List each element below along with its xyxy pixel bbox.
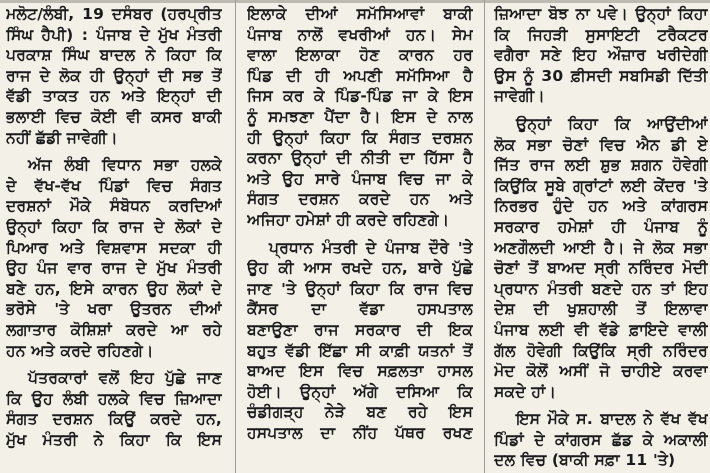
article-line: ਉਹ ਪੰਜ ਵਾਰ ਰਾਜ ਦੇ ਮੁੱਖ ਮੰਤਰੀ xyxy=(6,259,222,278)
article-line: ਦਰਸ਼ਨਾਂ ਮੌਕੇ ਸੰਬੋਧਨ ਕਰਦਿਆਂ xyxy=(6,197,222,216)
article-line: ਪਰਕਾਸ਼ ਸਿੰਘ ਬਾਦਲ ਨੇ ਕਿਹਾ ਕਿ xyxy=(6,46,222,65)
article-line: ਪਿੰਡਾਂ ਦੇ ਕਾਂਗਰਸ ਛੱਡ ਕੇ ਅਕਾਲੀ xyxy=(494,430,708,449)
article-line: ਅਜਿਹਾ ਹਮੇਸ਼ਾਂ ਹੀ ਕਰਦੇ ਰਹਿਣਗੇ। xyxy=(247,210,450,229)
article-line: ਉਸ ਨੂੰ 30 ਫ਼ੀਸਦੀ ਸਬਸਿਡੀ ਦਿੱਤੀ xyxy=(494,66,708,85)
article-line: ਇਲਾਕੇ ਦੀਆਂ ਸਮੱਸਿਆਵਾਂ ਬਾਕੀ xyxy=(247,5,473,23)
article-line: ਸਿੰਘ ਹੈਪੀ) : ਪੰਜਾਬ ਦੇ ਮੁੱਖ ਮੰਤਰੀ xyxy=(6,25,222,44)
article-line: ਹਸਪਤਾਲ ਦਾ ਨੀਂਹ ਪੱਥਰ ਰਖਣ xyxy=(247,423,473,442)
article-line: ਨਿਰਭਰ ਹੁੰਦੇ ਹਨ ਅਤੇ ਕਾਂਗਰਸ xyxy=(494,197,708,216)
article-line: ਦੇ ਵੱਖ-ਵੱਖ ਪਿੰਡਾਂ ਵਿਚ ਸੰਗਤ xyxy=(6,176,222,195)
article-column-1 xyxy=(6,4,222,450)
article-line: ਜਾਵੇਗੀ। xyxy=(494,87,545,106)
article-line: ਕਿ ਉਹ ਲੰਬੀ ਹਲਕੇ ਵਿਚ ਜ਼ਿਆਦਾ xyxy=(6,389,222,408)
article-line: ਗੱਲ ਹੋਵੇਗੀ ਕਿਉਂਕਿ ਸ੍ਰੀ ਨਰਿੰਦਰ xyxy=(494,341,708,360)
column-divider xyxy=(484,0,485,473)
article-line: ਮੁੱਖ ਮੰਤਰੀ ਨੇ ਕਿਹਾ ਕਿ ਇਸ xyxy=(6,430,222,449)
article-line: ਅਣਗੌਲਦੀ ਆਈ ਹੈ। ਜੇ ਲੋਕ ਸਭਾ xyxy=(494,238,708,257)
top-cropped-edge xyxy=(0,0,710,3)
article-line: ਲਗਾਤਾਰ ਕੋਸ਼ਿਸ਼ਾਂ ਕਰਦੇ ਆ ਰਹੇ xyxy=(6,320,222,339)
article-line: ਬਾਅਦ ਇਸ ਵਿਚ ਸਫ਼ਲਤਾ ਹਾਸਲ xyxy=(247,362,473,381)
article-line: ਅੱਜ ਲੰਬੀ ਵਿਧਾਨ ਸਭਾ ਹਲਕੇ xyxy=(28,156,222,175)
article-line: ਪੱਤਰਕਾਰਾਂ ਵਲੋਂ ਇਹ ਪੁੱਛੇ ਜਾਣ xyxy=(28,369,222,388)
article-line: ਉਨ੍ਹਾਂ ਕਿਹਾ ਕਿ ਆਉਂਦੀਆਂ xyxy=(516,114,708,133)
article-line: ਜ਼ਿਆਦਾ ਬੋਝ ਨਾ ਪਵੇ। ਉਨ੍ਹਾਂ ਕਿਹਾ xyxy=(494,5,708,23)
article-line: ਨੂੰ ਸਮਝਣਾ ਪੈਂਦਾ ਹੈ। ਇਸ ਦੇ ਨਾਲ xyxy=(247,107,473,126)
article-line: ਕਿ ਜਿਹੜੀ ਸੁਸਾਇਟੀ ਟਰੈਕਟਰ xyxy=(494,25,708,44)
article-line: ਚੋਣਾਂ ਤੋਂ ਬਾਅਦ ਸ੍ਰੀ ਨਰਿੰਦਰ ਮੋਦੀ xyxy=(494,259,708,278)
article-line: ਰਾਜ ਦੇ ਲੋਕ ਹੀ ਉਨ੍ਹਾਂ ਦੀ ਸਭ ਤੋਂ xyxy=(6,66,222,85)
article-line: ਸਕਦੇ ਹਾਂ। xyxy=(494,382,557,401)
article-line: ਲੋਕ ਸਭਾ ਚੋਣਾਂ ਵਿਚ ਐਨ ਡੀ ਏ xyxy=(494,135,708,154)
article-line: ਮੋਦ ਕੋਲੋਂ ਅਸੀਂ ਜੋ ਚਾਹੀਏ ਕਰਵਾ xyxy=(494,362,708,381)
article-line: ਭਰੋਸੇ 'ਤੇ ਖਰਾ ਉਤਰਨ ਦੀਆਂ xyxy=(6,300,222,319)
article-line: ਸੰਗਤ ਦਰਸ਼ਨ ਕਰਦੇ ਹਨ ਅਤੇ xyxy=(247,190,473,209)
article-line: ਹੀ ਉਨ੍ਹਾਂ ਕਿਹਾ ਕਿ ਸੰਗਤ ਦਰਸ਼ਨ xyxy=(247,128,473,147)
article-line: ਬਹੁਤ ਵੱਡੀ ਇੱਛਾ ਸੀ ਕਾਫ਼ੀ ਯਤਨਾਂ ਤੋਂ xyxy=(247,341,473,360)
article-line: ਵੱਡੀ ਤਾਕਤ ਹਨ ਅਤੇ ਇਨ੍ਹਾਂ ਦੀ xyxy=(6,87,222,106)
article-line: ਵਾਲਾ ਇਲਾਕਾ ਹੋਣ ਕਾਰਨ ਹਰ xyxy=(247,46,473,65)
article-line: ਦਲ ਵਿਚ (ਬਾਕੀ ਸਫ਼ਾ 11 'ਤੇ) xyxy=(494,451,676,470)
article-line: ਕਰਨਾ ਉਨ੍ਹਾਂ ਦੀ ਨੀਤੀ ਦਾ ਹਿੱਸਾ ਹੈ xyxy=(247,149,473,168)
article-line: ਪੰਜਾਬ ਲਈ ਵੀ ਵੱਡੇ ਫ਼ਾਇਦੇ ਵਾਲੀ xyxy=(494,320,708,339)
article-line: ਸੰਗਤ ਦਰਸ਼ਨ ਕਿਉਂ ਕਰਦੇ ਹਨ, xyxy=(6,410,222,429)
article-line: ਭਲਾਈ ਵਿਚ ਕੋਈ ਵੀ ਕਸਰ ਬਾਕੀ xyxy=(6,107,222,126)
article-column-3 xyxy=(494,4,708,471)
article-line: ਪ੍ਰਧਾਨ ਮੰਤਰੀ ਬਣਦੇ ਹਨ ਤਾਂ ਇਹ xyxy=(494,279,708,298)
article-line: ਉਹ ਕੀ ਆਸ ਰਖਦੇ ਹਨ, ਬਾਰੇ ਪੁੱਛੇ xyxy=(247,259,473,278)
article-line: ਚੰਡੀਗੜ੍ਹ ਨੇੜੇ ਬਣ ਰਹੇ ਇਸ xyxy=(247,403,473,422)
article-line: ਮਲੋਟ/ਲੰਬੀ, 19 ਦਸੰਬਰ (ਹਰਪ੍ਰੀਤ xyxy=(6,5,222,23)
article-line: ਵਗੈਰਾ ਸਣੇ ਇਹ ਔਜ਼ਾਰ ਖਰੀਦੇਗੀ xyxy=(494,46,708,65)
article-line: ਅਤੇ ਉਹ ਸਾਰੇ ਪੰਜਾਬ ਵਿਚ ਜਾ ਕੇ xyxy=(247,169,473,188)
article-line: ਪੰਜਾਬ ਨਾਲੋਂ ਵਖਰੀਆਂ ਹਨ। ਸੇਮ xyxy=(247,25,473,44)
article-line: ਜਾਣ 'ਤੇ ਉਨ੍ਹਾਂ ਕਿਹਾ ਕਿ ਰਾਜ ਵਿਚ xyxy=(247,279,473,298)
article-line: ਬਣੇ ਹਨ, ਇਸੇ ਕਾਰਨ ਉਹ ਲੋਕਾਂ ਦੇ xyxy=(6,279,222,298)
article-line: ਪ੍ਰਧਾਨ ਮੰਤਰੀ ਦੇ ਪੰਜਾਬ ਦੌਰੇ 'ਤੇ xyxy=(269,238,473,257)
article-line: ਜਿੱਤ ਰਾਜ ਲਈ ਸ਼ੁਭ ਸ਼ਗਨ ਹੋਵੇਗੀ xyxy=(494,156,708,175)
article-line: ਸਰਕਾਰ ਹਮੇਸ਼ਾਂ ਹੀ ਪੰਜਾਬ ਨੂੰ xyxy=(494,217,708,236)
article-line: ਜਿਸ ਕਰ ਕੇ ਪਿੰਡ-ਪਿੰਡ ਜਾ ਕੇ ਇਸ xyxy=(247,87,473,106)
column-divider xyxy=(235,0,236,473)
article-line: ਕੈਂਸਰ ਦਾ ਵੱਡਾ ਹਸਪਤਾਲ xyxy=(247,300,473,319)
article-line: ਇਸ ਮੌਕੇ ਸ. ਬਾਦਲ ਨੇ ਵੱਖ ਵੱਖ xyxy=(516,410,708,429)
article-line: ਪਿਆਰ ਅਤੇ ਵਿਸ਼ਵਾਸ ਸਦਕਾ ਹੀ xyxy=(6,238,222,257)
article-line: ਹਨ ਅਤੇ ਕਰਦੇ ਰਹਿਣਗੇ। xyxy=(6,341,154,360)
article-line: ਉਨ੍ਹਾਂ ਕਿਹਾ ਕਿ ਰਾਜ ਦੇ ਲੋਕਾਂ ਦੇ xyxy=(6,217,222,236)
article-line: ਨਹੀਂ ਛੱਡੀ ਜਾਵੇਗੀ। xyxy=(6,128,118,147)
article-column-2 xyxy=(247,4,473,443)
article-line: ਦੇਸ਼ ਦੀ ਖੁਸ਼ਹਾਲੀ ਤੋਂ ਇਲਾਵਾ xyxy=(494,300,708,319)
article-line: ਕਿਉਂਕਿ ਸੂਬੇ ਗ੍ਰਾਂਟਾਂ ਲਈ ਕੇਂਦਰ 'ਤੇ xyxy=(494,176,708,195)
article-line: ਬਣਾਉਣਾ ਰਾਜ ਸਰਕਾਰ ਦੀ ਇਕ xyxy=(247,320,473,339)
article-line: ਪਿੰਡ ਦੀ ਹੀ ਅਪਣੀ ਸਮੱਸਿਆ ਹੈ xyxy=(247,66,473,85)
article-line: ਹੋਈ। ਉਨ੍ਹਾਂ ਅੱਗੇ ਦਸਿਆ ਕਿ xyxy=(247,382,473,401)
